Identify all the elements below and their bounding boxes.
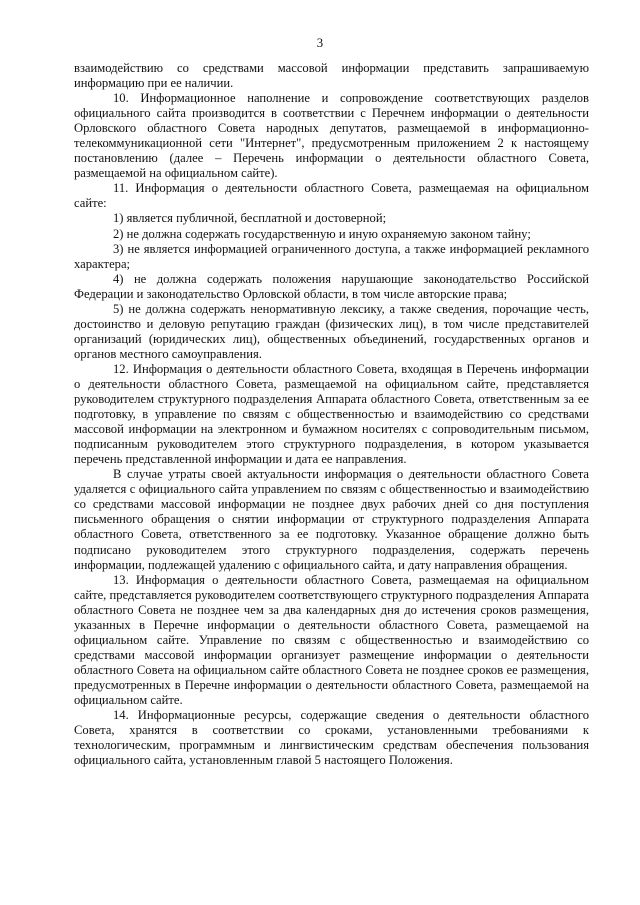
subitem-3: 3) не является информацией ограниченного доступа, а также информацией рекламного характера; [74, 241, 589, 271]
paragraph-item-11: 11. Информация о деятельности областного Совета, размещаемая на официальном сайте: [74, 181, 589, 211]
paragraph-item-12: 12. Информация о деятельности областного Совета, входящая в Перечень информации о деятельности областного Совета, размещаемой на официальном сайте, представляется руководителем структурного подразделения Аппарата областного Совета, ответственным за ее подготовку, в управление по связям с общественностью и взаимодействию со средствами массовой информации на электронном и бумажном носителях с сопроводительным письмом, подписанным руководителем этого структурного подразделения, в котором указывается перечень представленной информации и дата ее направления. [74, 361, 589, 467]
page-number: 3 [316, 36, 324, 50]
subitem-4: 4) не должна содержать положения нарушающие законодательство Российской Федерации и законодательство Орловской области, в том числе авторские права; [74, 271, 589, 301]
paragraph-item-12-continued: В случае утраты своей актуальности информация о деятельности областного Совета удаляется с официального сайта управлением по связям с общественностью и взаимодействию со средствами массовой информации не позднее двух рабочих дней со дня поступления письменного обращения о снятии информации от структурного подразделения Аппарата областного Совета, ответственного за ее подготовку. Указанное обращение должно быть подписано руководителем этого структурного подразделения, содержать перечень информации, подлежащей удалению с официального сайта, и дату направления обращения. [74, 467, 589, 572]
document-body [74, 61, 589, 768]
paragraph-continuation: взаимодействию со средствами массовой информации представить запрашиваемую информацию при ее наличии. [74, 61, 589, 91]
paragraph-item-13: 13. Информация о деятельности областного Совета, размещаемая на официальном сайте, представляется руководителем соответствующего структурного подразделения Аппарата областного Совета не позднее чем за два календарных дня до истечения сроков размещения, указанных в Перечне информации о деятельности областного Совета, размещаемой на официальном сайте. Управление по связям с общественностью и взаимодействию со средствами массовой информации организует размещение информации о деятельности областного Совета на официальном сайте областного Совета не позднее сроков ее размещения, предусмотренных в Перечне информации о деятельности областного Совета, размещаемой на официальном сайте. [74, 572, 589, 707]
paragraph-item-10: 10. Информационное наполнение и сопровождение соответствующих разделов официального сайта производится в соответствии с Перечнем информации о деятельности Орловского областного Совета народных депутатов, размещаемой в информационно-телекоммуникационной сети "Интернет", предусмотренным приложением 2 к настоящему постановлению (далее – Перечень информации о деятельности областного Совета, размещаемой на официальном сайте). [74, 91, 589, 181]
subitem-1: 1) является публичной, бесплатной и достоверной; [113, 211, 387, 226]
paragraph-item-14: 14. Информационные ресурсы, содержащие сведения о деятельности областного Совета, хранятся в соответствии со сроками, установленными требованиями к технологическим, программным и лингвистическим средствам обеспечения пользования официального сайта, установленным главой 5 настоящего Положения. [74, 708, 589, 768]
subitem-2: 2) не должна содержать государственную и иную охраняемую законом тайну; [113, 226, 531, 241]
subitem-5: 5) не должна содержать ненормативную лексику, а также сведения, порочащие честь, достоинство и деловую репутацию граждан (физических лиц), в том числе представителей организаций (юридических лиц), общественных объединений, государственных органов и органов местного самоуправления. [74, 301, 589, 361]
